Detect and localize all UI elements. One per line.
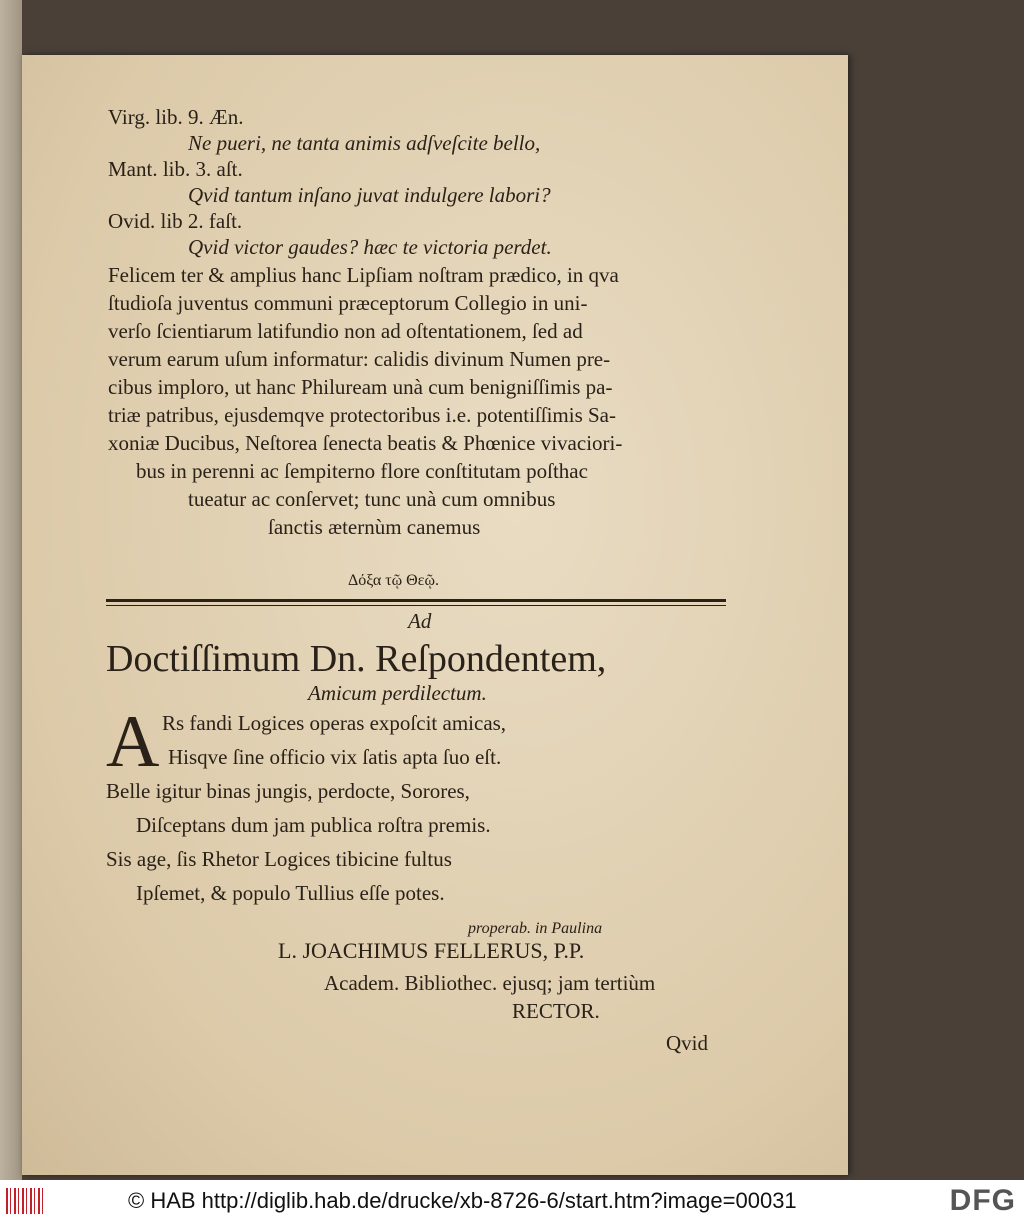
poem-line: Belle igitur binas jungis, perdocte, Sorores, [106, 779, 470, 803]
properab-note: properab. in Paulina [468, 920, 603, 937]
poem-line: Sis age, ſis Rhetor Logices tibicine fultus [106, 847, 452, 871]
author-name: L. JOACHIMUS FELLERUS, P.P. [278, 938, 585, 963]
catchword: Qvid [666, 1031, 708, 1055]
body-line: triæ patribus, ejusdemqve protectoribus i.e. potentiſſimis Sa- [108, 403, 616, 427]
poem-line: Rs fandi Logices operas expoſcit amicas, [162, 711, 507, 735]
citation-mantuan: Mant. lib. 3. aſt. [108, 157, 243, 181]
citation-ovid: Ovid. lib 2. faſt. [108, 209, 243, 233]
book-page [22, 55, 848, 1175]
body-line: verſo ſcientiarum latifundio non ad oſtentationem, ſed ad [108, 319, 583, 343]
body-line: ſanctis æternùm canemus [268, 515, 481, 539]
poem-line: Diſceptans dum jam publica roſtra premis. [136, 813, 491, 837]
divider-rule-thin [106, 605, 726, 606]
drop-cap: A [106, 701, 160, 783]
doxology: Δόξα τῷ Θεῷ. [348, 572, 439, 589]
body-line: tueatur ac conſervet; tunc unà cum omnibus [188, 487, 556, 511]
citation-virgil: Virg. lib. 9. Æn. [108, 105, 244, 129]
barcode-icon [6, 1188, 46, 1214]
adjacent-page-edge [0, 0, 22, 1180]
quote-mantuan: Qvid tantum inſano juvat indulgere labori? [188, 183, 551, 207]
quote-ovid: Qvid victor gaudes? hæc te victoria perdet. [188, 235, 552, 259]
dedication-subtitle: Amicum perdilectum. [308, 681, 487, 705]
poem-line: Hisqve ſine officio vix ſatis apta ſuo eſt. [168, 745, 502, 769]
ad-label: Ad [408, 609, 432, 633]
viewer-footer [0, 1180, 1024, 1221]
author-rector: RECTOR. [512, 999, 600, 1023]
source-credit-link[interactable]: © HAB http://diglib.hab.de/drucke/xb-8726-6/start.htm?image=00031 [128, 1188, 797, 1213]
dedication-heading: Doctiſſimum Dn. Reſpondentem, [106, 638, 607, 680]
body-line: xoniæ Ducibus, Neſtorea ſenecta beatis & Phœnice vivaciori- [108, 431, 623, 455]
dfg-logo: DFG [949, 1184, 1016, 1217]
body-line: bus in perenni ac ſempiterno flore conſtitutam poſthac [136, 459, 588, 483]
quote-virgil: Ne pueri, ne tanta animis adſveſcite bello, [188, 131, 541, 155]
poem-line: Ipſemet, & populo Tullius eſſe potes. [136, 881, 445, 905]
body-line: cibus imploro, ut hanc Philuream unà cum benigniſſimis pa- [108, 375, 613, 399]
divider-rule [106, 599, 726, 602]
body-line: verum earum uſum informatur: calidis divinum Numen pre- [108, 347, 611, 371]
body-line: Felicem ter & amplius hanc Lipſiam noſtram prædico, in qva [108, 263, 619, 287]
body-line: ſtudioſa juventus communi præceptorum Collegio in uni- [108, 291, 588, 315]
author-title: Academ. Bibliothec. ejusq; jam tertiùm [324, 971, 656, 995]
